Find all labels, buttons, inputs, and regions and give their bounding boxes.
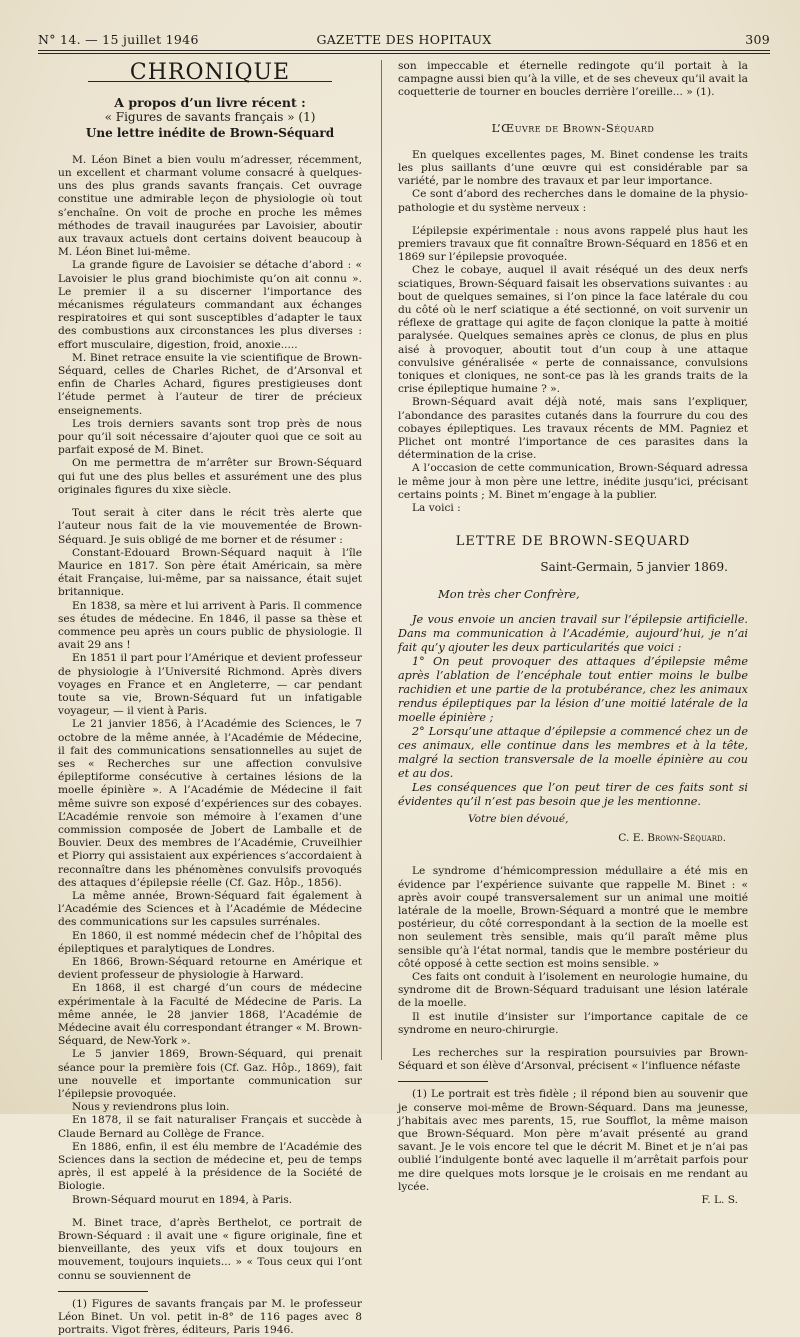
paragraph: Brown-Séquard mourut en 1894, à Paris. [72,1193,293,1206]
running-header [38,26,770,50]
paragraph: Brown-Séquard avait déjà noté, mais sans l’expliquer, l’abondance des parasites cutanés dans la fourrure du cou des cobayes épileptiques. Les travaux récents de MM. Pagniez et Plichet ont montré l’importance de ces parasites dans la détermination de la crise. [398,396,748,462]
footnote: (1) Figures de savants français par M. le professeur Léon Binet. Un vol. petit in-8° de 116 pages avec 8 portraits. Vigot frères, éditeurs, Paris 1946. [58,1297,362,1337]
paragraph: Constant-Edouard Brown-Séquard naquit à l’île Maurice en 1817. Son père était Américain, sa mère était Française, lui-même, par sa naissance, était sujet britannique. [58,546,362,599]
footnote-rule [58,1291,148,1292]
letter-greeting: Mon très cher Confrère, [438,586,580,601]
paragraph: Le 21 janvier 1856, à l’Académie des Sciences, le 7 octobre de la même année, à l’Académie de Médecine, il fait des communications sensationnelles au sujet de ses « Recherches sur une affection convulsive épileptiforme consécutive à certaines lésions de la moelle épinière ». A l’Académie de Médecine il fait même suivre son exposé d’expériences sur des cobayes. L’Académie renvoie son mémoire à l’examen d’une commission composée de Jobert de Lamballe et de Bouvier. Deux des membres de l’Académie, Cruveilhier et Piorry qui assistaient aux expériences s’accordaient à reconnaître dans les phénomènes convulsifs provoqués des attaques d’épilepsie réelle (Cf. Gaz. Hôp., 1856). [58,718,362,889]
paragraph: A l’occasion de cette communication, Brown-Séquard adressa le même jour à mon père une lettre, inédite jusqu’ici, précisant certains points ; M. Binet m’engage à la publier. [398,462,748,501]
paragraph: En 1878, il se fait naturaliser Français et succède à Claude Bernard au Collège de France. [58,1114,362,1140]
paragraph: M. Binet trace, d’après Berthelot, ce portrait de Brown-Séquard : il avait une « figure originale, fine et bienveillante, des yeux vifs et doux toujours en mouvement, toujours inquiets... » « Tous ceux qui l’ont connu se souviennent de [58,1216,362,1282]
paragraph: La grande figure de Lavoisier se détache d’abord : « Lavoisier le plus grand biochimiste qu’on ait connu ». Le premier il a su discerner l’importance des mécanismes régulateurs commandant aux échanges respiratoires et qui sont susceptibles d’adapter le taux des combustions aux circonstances les plus diverses : effort musculaire, digestion, froid, anoxie..... [58,259,362,351]
paragraph: La voici : [412,502,461,515]
letter [398,535,748,845]
header-rule [38,50,770,51]
article-title: A propos d’un livre récent : [114,95,306,111]
letter-closing: Votre bien dévoué, [468,812,569,825]
paragraph: On me permettra de m’arrêter sur Brown-Séquard qui fut une des plus belles et assurément une des plus originales figures du xixe siècle. [58,457,362,496]
footnote: (1) Le portrait est très fidèle ; il répond bien au souvenir que je conserve moi-même de Brown-Séquard. Dans ma jeunesse, j’habitais avec mes parents, 15, rue Soufflot, la même maison que Brown-Séquard. Mon père m’avait présenté au grand savant. Je le vois encore tel que le décrit M. Binet et je n’ai pas oublié l’indulgente bonté avec laquelle il m’arrêtait parfois pour me dire quelques mots lorsque je le croisais en me rendant au lycée. [398,1088,748,1193]
right-column [398,60,748,1207]
paragraph: Nous y reviendrons plus loin. [72,1101,230,1114]
paragraph: En 1851 il part pour l’Amérique et devient professeur de physiologie à l’Université Richmond. Après divers voyages en France et en Angleterre, — car pendant toute sa vie, Brown-Séquard fut un infatigable voyageur, — il vient à Paris. [58,652,362,718]
column-separator [381,60,382,1060]
paragraph: son impeccable et éternelle redingote qu’il portait à la campagne aussi bien qu’à la ville, et de ses cheveux qu’il avait la coquetterie de tourner en boucles derrière l’oreille... » (1). [398,60,748,99]
header-rule-double [38,53,770,54]
paragraph: Ce sont d’abord des recherches dans le domaine de la physio-pathologie et du système nerveux : [398,188,748,214]
paragraph: En quelques excellentes pages, M. Binet condense les traits les plus saillants d’une œuvre qui est considérable par sa variété, par le nombre des travaux et par leur importance. [398,148,748,188]
letter-paragraph: Je vous envoie un ancien travail sur l’épilepsie artificielle. Dans ma communication à l’Académie, aujourd’hui, je n’ai fait qu’y ajouter les deux particularités que voici : [398,612,748,654]
paragraph: En 1838, sa mère et lui arrivent à Paris. Il commence ses études de médecine. En 1846, il passe sa thèse et commence peu après un cours public de physiologie. Il avait 29 ans ! [58,599,362,652]
paragraph: En 1866, Brown-Séquard retourne en Amérique et devient professeur de physiologie à Harward. [58,956,362,982]
paragraph: En 1860, il est nommé médecin chef de l’hôpital des épileptiques et paralytiques de Londres. [58,929,362,955]
footnote-rule [398,1081,488,1082]
paragraph: Il est inutile d’insister sur l’importance capitale de ce syndrome en neuro-chirurgie. [398,1010,748,1036]
article-subtitle-2: Une lettre inédite de Brown-Séquard [85,125,335,140]
paragraph: L’épilepsie expérimentale : nous avons rappelé plus haut les premiers travaux que fit connaître Brown-Séquard en 1856 et en 1869 sur l’épilepsie provoquée. [398,224,748,264]
paragraph: Les trois derniers savants sont trop près de nous pour qu’il soit nécessaire d’ajouter quoi que ce soit au parfait exposé de M. Binet. [58,417,362,457]
paragraph: En 1868, il est chargé d’un cours de médecine expérimentale à la Faculté de Médecine de Paris. La même année, le 28 janvier 1868, l’Académie de Médecine avait élu correspondant étranger « M. Brown-Séquard, de New-York ». [58,982,362,1048]
letter-paragraph: 2° Lorsqu’une attaque d’épilepsie a commencé chez un de ces animaux, elle continue dans les membres et à la tête, malgré la section transversale de la moelle épinière au cou et au dos. [398,724,748,780]
letter-paragraph: 1° On peut provoquer des attaques d’épilepsie même après l’ablation de l’encéphale tout entier moins le bulbe rachidien et une partie de la protubérance, chez les animaux rendus épileptiques par la lésion d’une moitié latérale de la moelle épinière ; [398,654,748,724]
letter-date: Saint-Germain, 5 janvier 1869. [540,559,728,574]
subsection-heading: L’Œuvre de Brown-Séquard [491,120,655,135]
section-heading: CHRONIQUE [129,60,291,85]
paragraph: La même année, Brown-Séquard fait également à l’Académie des Sciences et à l’Académie de Médecine des communications sur les capsules surrénales. [58,889,362,929]
paragraph: Ces faits ont conduit à l’isolement en neurologie humaine, du syndrome dit de Brown-Séquard traduisant une lésion latérale de la moelle. [398,970,748,1010]
paragraph: Chez le cobaye, auquel il avait réséqué un des deux nerfs sciatiques, Brown-Séquard faisait les observations suivantes : au bout de quelques semaines, si l’on pince la face latérale du cou du côté où le nerf sciatique a été sectionné, on voit survenir un réflexe de grattage qui agite de façon clonique la patte à moitié paralysée. Quelques semaines après ce clonus, de plus en plus aisé à provoquer, aboutit tout d’un coup à une attaque convulsive généralisée « perte de connaissance, convulsions toniques et cloniques, ne sont-ce pas là les grands traits de la crise épileptique humaine ? ». [398,264,748,396]
paragraph: Le syndrome d’hémicompression médullaire a été mis en évidence par l’expérience suivante que rappelle M. Binet : « après avoir coupé transversalement sur un animal une moitié latérale de la moelle, Brown-Séquard a montré que le membre postérieur, du côté correspondant à la section de la moelle est non seulement très sensible, mais qu’il paraît même plus sensible qu’à l’état normal, tandis que le membre postérieur du côté opposé à cette section est moins sensible. » [398,865,748,970]
paragraph: En 1886, enfin, il est élu membre de l’Académie des Sciences dans la section de médecine et, peu de temps après, il est appelé à la présidence de la Société de Biologie. [58,1140,362,1193]
paragraph: Le 5 janvier 1869, Brown-Séquard, qui prenait séance pour la première fois (Cf. Gaz. Hôp., 1869), fait une nouvelle et importante communication sur l’épilepsie provoquée. [58,1048,362,1101]
left-column [58,60,362,1337]
paragraph: Tout serait à citer dans le récit très alerte que l’auteur nous fait de la vie mouvementée de Brown-Séquard. Je suis obligé de me borner et de résumer : [58,507,362,546]
article-subtitle: « Figures de savants français » (1) [104,110,316,125]
paragraph: Les recherches sur la respiration poursuivies par Brown-Séquard et son élève d’Arsonval, précisent « l’influence néfaste [398,1046,748,1073]
footnote-signature: F. L. S. [701,1193,738,1206]
letter-title: LETTRE DE BROWN-SEQUARD [455,534,691,550]
issue-number: N° 14. — 15 juillet 1946 [38,32,199,47]
paragraph: M. Binet retrace ensuite la vie scientifique de Brown-Séquard, celles de Charles Richet, de d’Arsonval et enfin de Charles Achard, figures prestigieuses dont l’étude permet à l’auteur de tirer de précieux enseignements. [58,351,362,417]
paragraph: M. Léon Binet a bien voulu m’adresser, récemment, un excellent et charmant volume consacré à quelques-uns des plus grands savants français. Cet ouvrage constitue une admirable leçon de physiologie où tout s’enchaîne. On voit de proche en proche les mêmes méthodes de travail inaugurées par Lavoisier, aboutir aux travaux actuels dont certains doivent beaucoup à M. Léon Binet lui-même. [58,153,362,259]
page-number: 309 [745,32,770,47]
journal-title: GAZETTE DES HOPITAUX [316,32,492,47]
letter-signature: C. E. Brown-Séquard. [618,832,726,845]
letter-paragraph: Les conséquences que l’on peut tirer de ces faits sont si évidentes qu’il n’est pas besoin que je les mentionne. [398,780,748,808]
